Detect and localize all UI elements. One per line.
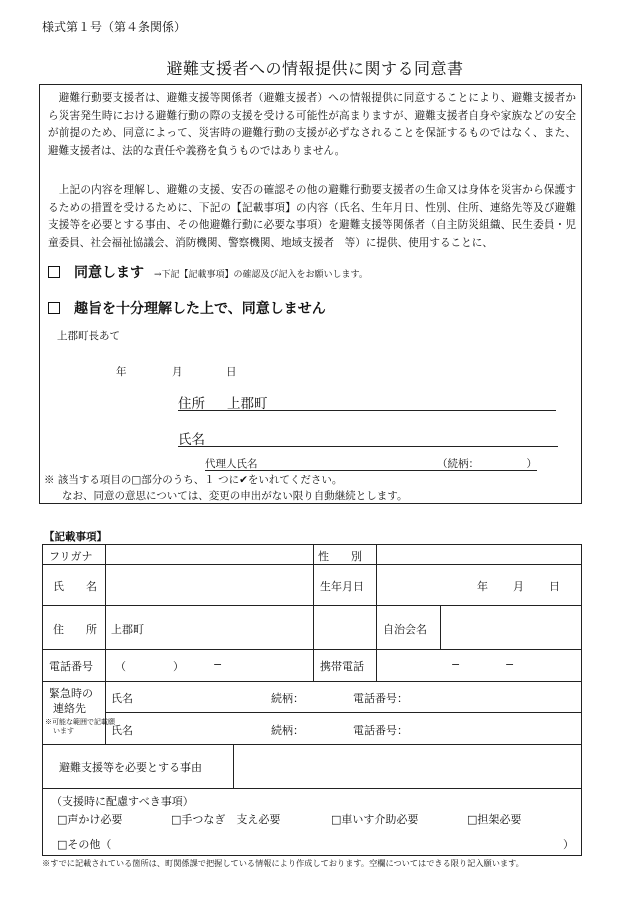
date-year-label: 年 <box>116 366 127 378</box>
agree-label: 同意します <box>74 265 144 281</box>
phone-dash: − <box>213 658 223 671</box>
birthdate-label: 生年月日 <box>320 580 364 593</box>
col-divider <box>313 649 314 681</box>
care-heading: （支援時に配慮すべき事項） <box>51 795 194 808</box>
addressee: 上郡町長あて <box>57 330 120 342</box>
footnote-1-post: をいれてください。 <box>247 474 343 486</box>
contact-2-name-label: 氏名 <box>111 724 133 737</box>
care-item-handhold[interactable]: □手つなぎ 支え必要 <box>171 813 281 826</box>
care-item-other[interactable]: □その他（ <box>57 838 112 851</box>
col-divider <box>105 545 106 744</box>
record-address-value: 上郡町 <box>111 623 144 636</box>
address-label: 住所 <box>178 396 205 412</box>
gender-label: 性 別 <box>318 550 362 563</box>
birth-month-label: 月 <box>513 580 524 593</box>
mobile-dash-2: − <box>505 658 515 671</box>
date-day-label: 日 <box>226 366 237 378</box>
emergency-label-1: 緊急時の <box>49 687 93 700</box>
form-number: 様式第１号（第４条関係） <box>42 20 187 34</box>
contact-1-relation-label: 続柄： <box>271 692 304 705</box>
row-divider <box>43 605 581 606</box>
footnote-1 <box>44 472 342 487</box>
paragraph-2-text: 上記の内容を理解し、避難の支援、安否の確認その他の避難行動要支援者の生命又は身体を災害から保護するための措置を受けるために、下記の【記載事項】の内容（氏名、生年月日、性別、住所、連絡先等及び避難支援等を必要とする事由、その他避難行動に必要な事項）を避難支援等関係者（自主防災組織、民生委員・児童委員、社会福祉協議会、消防機関、警察機関、地域支援者 等）に提供、使用することに、 <box>48 184 576 249</box>
phone-open-paren: （ <box>115 660 126 673</box>
address-field[interactable] <box>178 392 556 411</box>
emergency-note-1: ※可能な範囲で記載願 <box>45 718 115 726</box>
emergency-label-2: 連絡先 <box>53 702 86 715</box>
row-divider <box>43 649 581 650</box>
mobile-dash-1: − <box>451 658 461 671</box>
record-section-label: 【記載事項】 <box>44 531 107 543</box>
check-mark-icon: ✔ <box>239 474 248 486</box>
col-divider <box>376 649 377 681</box>
col-divider <box>440 605 441 649</box>
row-divider <box>105 712 581 713</box>
care-item-wheelchair[interactable]: □車いす介助必要 <box>331 813 419 826</box>
agent-field[interactable] <box>205 456 537 471</box>
contact-2-phone-label: 電話番号： <box>353 724 408 737</box>
consent-paragraph-1 <box>48 90 576 160</box>
phone-close-paren: ） <box>173 660 184 673</box>
agent-relation-close: ） <box>526 458 537 470</box>
agree-checkbox[interactable] <box>48 266 60 278</box>
row-divider <box>43 788 581 789</box>
record-table <box>42 544 582 856</box>
document-title: 避難支援者への情報提供に関する同意書 <box>166 59 464 78</box>
name-field[interactable] <box>178 428 558 447</box>
footnote-2: なお、同意の意思については、変更の申出がない限り自動継続とします。 <box>62 490 408 502</box>
col-divider <box>233 744 234 788</box>
date-month-label: 月 <box>172 366 183 378</box>
contact-2-relation-label: 続柄： <box>271 724 304 737</box>
row-divider <box>43 681 581 682</box>
col-divider <box>376 605 377 649</box>
phone-label: 電話番号 <box>49 660 93 673</box>
name-label: 氏 名 <box>53 580 97 593</box>
furigana-label: フリガナ <box>49 550 93 563</box>
contact-1-name-label: 氏名 <box>111 692 133 705</box>
birth-day-label: 日 <box>549 580 560 593</box>
disagree-checkbox[interactable] <box>48 302 60 314</box>
footnote-1-pre: ※ 該当する項目の□部分のうち、１ つに <box>44 474 240 486</box>
paragraph-1-text: 避難行動要支援者は、避難支援等関係者（避難支援者）への情報提供に同意することにより、避難支援者から災害発生時における避難行動の際の支援を受ける可能性が高まりますが、避難支援者自身や家族などの安全が前提のため、同意によって、災害時の避難行動の支援が必ずなされることを保証するものではなく、また、避難支援者は、法的な責任や義務を負うものではありません。 <box>48 92 576 157</box>
record-address-label: 住 所 <box>53 623 97 636</box>
address-town: 上郡町 <box>227 396 268 412</box>
col-divider <box>313 545 314 649</box>
option-disagree[interactable] <box>48 298 326 318</box>
consent-paragraph-2 <box>48 182 576 252</box>
disagree-label: 趣旨を十分理解した上で、同意しません <box>74 301 326 317</box>
option-agree[interactable] <box>48 262 368 282</box>
reason-label: 避難支援等を必要とする事由 <box>59 761 202 774</box>
agent-label: 代理人氏名 <box>205 458 258 470</box>
care-item-stretcher[interactable]: □担架必要 <box>467 813 522 826</box>
care-other-close: ） <box>563 838 574 851</box>
name-label: 氏名 <box>178 432 205 448</box>
mobile-label: 携帯電話 <box>320 660 364 673</box>
contact-1-phone-label: 電話番号： <box>353 692 408 705</box>
agree-note: →下記【記載事項】の確認及び記入をお願いします。 <box>154 270 368 280</box>
birth-year-label: 年 <box>477 580 488 593</box>
neighborhood-label: 自治会名 <box>383 623 427 636</box>
row-divider <box>43 744 581 745</box>
care-item-voice[interactable]: □声かけ必要 <box>57 813 123 826</box>
bottom-note: ※すでに記載されている箇所は、町関係課で把握している情報により作成しております。空欄についてはできる限り記入願います。 <box>42 858 524 868</box>
emergency-note-2: います <box>53 727 74 735</box>
row-divider <box>43 564 581 565</box>
agent-relation-label: （続柄： <box>437 458 479 470</box>
